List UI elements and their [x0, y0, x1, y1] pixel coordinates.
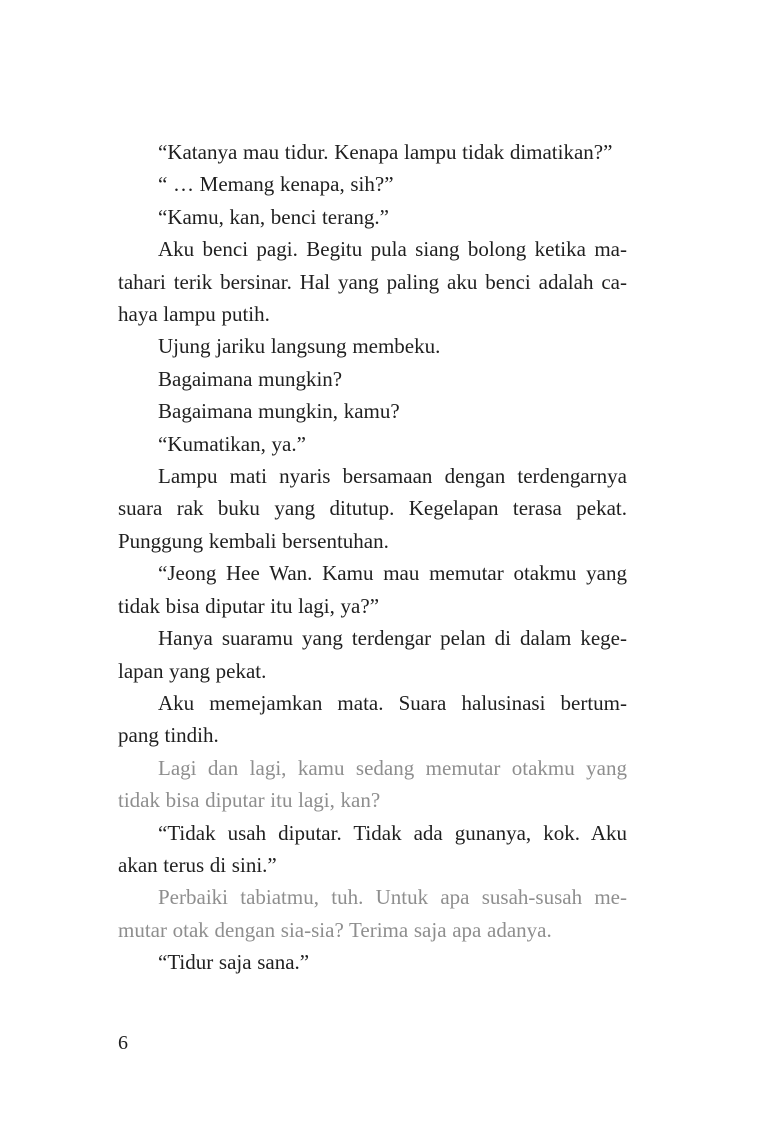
text-line: suara rak buku yang ditutup. Kegelapan terasa pekat.	[118, 496, 627, 521]
text-line: Lagi dan lagi, kamu sedang memutar otakmu yang	[158, 755, 627, 780]
text-line: Ujung jariku langsung membeku.	[158, 334, 441, 359]
text-line: Hanya suaramu yang terdengar pelan di dalam kege-	[158, 626, 627, 651]
paragraph	[118, 428, 627, 460]
paragraph	[118, 233, 627, 330]
text-line: tidak bisa diputar itu lagi, ya?”	[118, 593, 380, 618]
paragraph	[118, 168, 627, 200]
text-line: lapan yang pekat.	[118, 658, 267, 683]
text-line: Perbaiki tabiatmu, tuh. Untuk apa susah-susah me-	[158, 885, 627, 910]
text-line: Aku benci pagi. Begitu pula siang bolong ketika ma-	[158, 237, 627, 262]
text-line: tidak bisa diputar itu lagi, kan?	[118, 788, 381, 813]
text-line: mutar otak dengan sia-sia? Terima saja apa adanya.	[118, 917, 552, 942]
text-line: Punggung kembali bersentuhan.	[118, 528, 389, 553]
text-line: akan terus di sini.”	[118, 852, 277, 877]
paragraph	[118, 363, 627, 395]
text-line: Lampu mati nyaris bersamaan dengan terdengarnya	[158, 464, 627, 489]
text-line: Bagaimana mungkin, kamu?	[158, 399, 400, 424]
paragraph	[118, 330, 627, 362]
text-line: “Kumatikan, ya.”	[158, 431, 306, 456]
page-number: 6	[118, 1032, 128, 1054]
paragraph	[118, 557, 627, 622]
text-line: tahari terik bersinar. Hal yang paling aku benci adalah ca-	[118, 269, 627, 294]
text-line: “ … Memang kenapa, sih?”	[158, 172, 394, 197]
text-line: Aku memejamkan mata. Suara halusinasi bertum-	[158, 690, 627, 715]
hallucination-paragraph	[118, 881, 627, 946]
text-line: “Kamu, kan, benci terang.”	[158, 204, 389, 229]
paragraph	[118, 817, 627, 882]
paragraph	[118, 622, 627, 687]
paragraph	[118, 136, 627, 168]
text-line: Bagaimana mungkin?	[158, 366, 343, 391]
text-line: “Tidur saja sana.”	[158, 950, 310, 975]
text-line: haya lampu putih.	[118, 302, 270, 327]
paragraph	[118, 687, 627, 752]
text-line: “Tidak usah diputar. Tidak ada gunanya, kok. Aku	[158, 820, 627, 845]
page-text	[118, 136, 627, 979]
text-line: “Jeong Hee Wan. Kamu mau memutar otakmu yang	[158, 561, 627, 586]
paragraph	[118, 395, 627, 427]
paragraph	[118, 460, 627, 557]
paragraph	[118, 201, 627, 233]
text-line: pang tindih.	[118, 723, 219, 748]
paragraph	[118, 946, 627, 978]
hallucination-paragraph	[118, 752, 627, 817]
text-line: “Katanya mau tidur. Kenapa lampu tidak dimatikan?”	[158, 140, 613, 164]
